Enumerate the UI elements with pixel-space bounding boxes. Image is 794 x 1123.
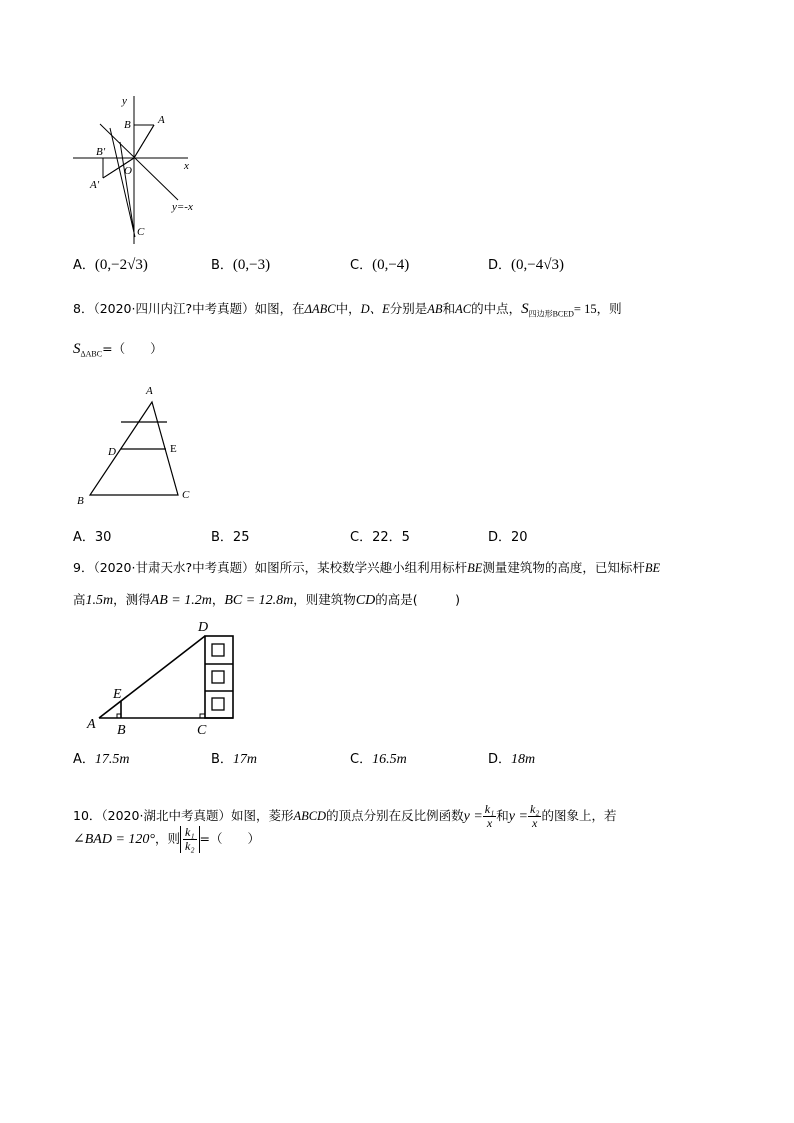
label-Ap: A′ <box>90 179 100 191</box>
q7-option-d[interactable]: D．(0,−4√3) <box>488 257 564 273</box>
sight-line-AD <box>99 636 205 718</box>
q7-figure <box>70 92 210 247</box>
label-B: B <box>117 723 126 738</box>
segment-OC <box>110 128 135 237</box>
fraction-k1-x: $\frac{\text{k₁}}{x}$ <box>484 802 495 830</box>
q9-option-a[interactable]: A．17.5m <box>73 752 130 767</box>
label-C: C <box>137 226 145 238</box>
label-line: y=-x <box>172 201 193 213</box>
label-E: E <box>170 443 177 455</box>
label-E: E <box>113 687 122 702</box>
label-C: C <box>197 723 207 738</box>
label-B: B <box>124 119 131 131</box>
q9-figure <box>85 614 265 742</box>
building <box>205 636 233 718</box>
q9-option-c[interactable]: C．16.5m <box>350 752 407 767</box>
label-D: D <box>198 620 209 635</box>
q9-stem-line2: 高1.5m，测得AB = 1.2m，BC = 12.8m，则建筑物CD的高是( ) <box>73 592 461 608</box>
q10-stem-line2: ∠BAD = 120°，则 $\frac{\text{k₁}}{\text{k₂}}$ =（ ） <box>73 825 260 853</box>
label-y: y <box>122 95 127 107</box>
q9-stem-line1: 9．（2020·甘肃天水?中考真题）如图所示，某校数学兴趣小组利用标杆BE测量建筑物的高度，已知标杆BE <box>73 560 661 575</box>
label-O: O <box>124 165 132 177</box>
label-A: A <box>158 114 165 126</box>
q7-option-b[interactable]: B．(0,−3) <box>211 257 271 273</box>
label-D: D <box>108 446 116 458</box>
fraction-k2-x: $\frac{\text{k₂}}{x}$ <box>529 802 540 830</box>
q8-stem-line2: $S_{\Delta ABC}=$（ ） <box>73 341 163 359</box>
q7-option-c[interactable]: C．(0,−4) <box>350 257 410 273</box>
q8-option-b[interactable]: B．25 <box>211 530 250 545</box>
q10-stem-line1: 10．（2020·湖北中考真题）如图，菱形ABCD的顶点分别在反比例函数y = $\frac{\text{k₁}}{x}$ 和y = $\frac{\text{k₂}}{x}$ 的图象上，若 <box>73 802 617 830</box>
label-B: B <box>77 495 84 507</box>
label-A: A <box>146 385 153 397</box>
label-x: x <box>184 160 189 172</box>
q8-option-d[interactable]: D．20 <box>488 530 528 545</box>
q8-option-a[interactable]: A．30 <box>73 530 112 545</box>
abs-ratio-k1-k2: $\frac{\text{k₁}}{\text{k₂}}$ <box>180 826 200 853</box>
q7-option-a[interactable]: A．(0,−2√3) <box>73 257 148 273</box>
q9-option-d[interactable]: D．18m <box>488 752 536 767</box>
q8-option-c[interactable]: C．22．5 <box>350 530 410 545</box>
label-Bp: B′ <box>96 146 106 158</box>
q8-stem-line1: 8．（2020·四川内江?中考真题）如图，在ΔABC中，D、E分别是AB和AC的中点，$S_{四边形BCED}= 15$，则 <box>73 301 622 319</box>
label-A: A <box>87 717 96 732</box>
label-C: C <box>182 489 190 501</box>
q9-option-b[interactable]: B．17m <box>211 752 258 767</box>
segment-A-C <box>134 125 154 158</box>
q8-figure <box>70 380 200 510</box>
